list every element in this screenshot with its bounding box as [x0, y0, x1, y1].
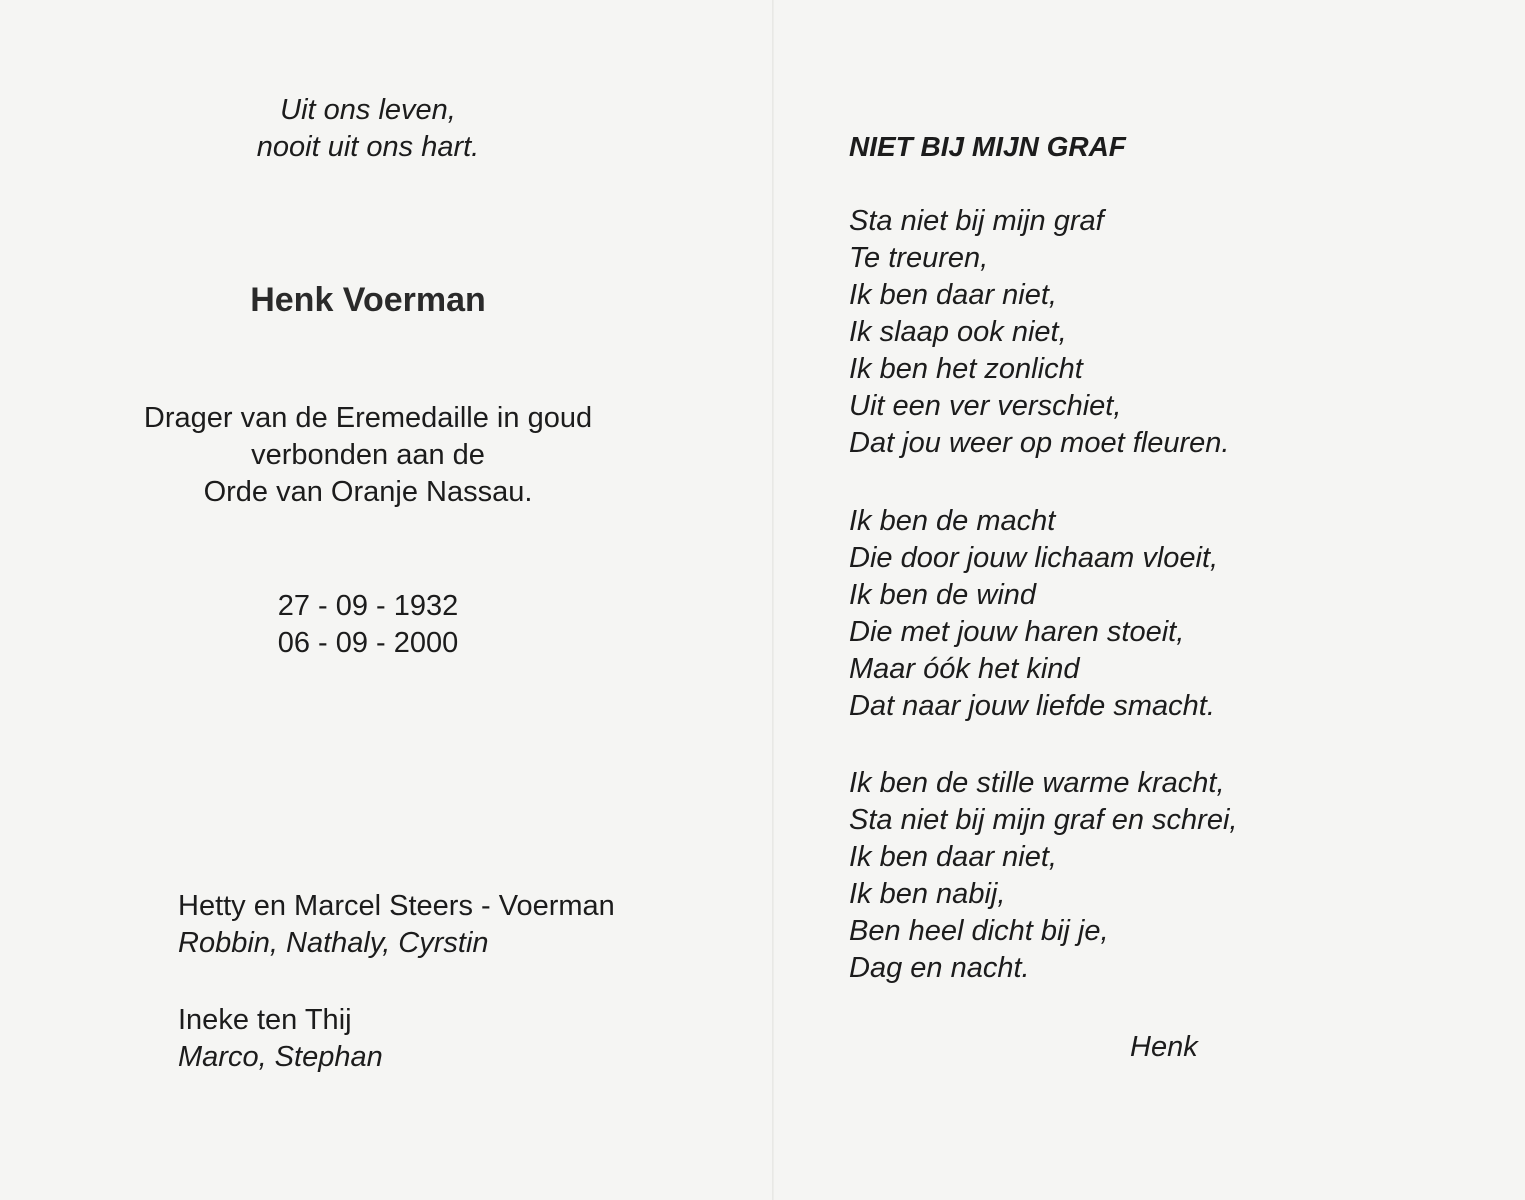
poem-line: Ik ben de wind: [849, 579, 1037, 611]
poem-line: Ik ben de macht: [849, 505, 1056, 537]
distinction: [68, 400, 668, 511]
motto-line: nooit uit ons hart.: [256, 131, 480, 163]
poem-line: Ben heel dicht bij je,: [849, 915, 1109, 947]
poem-line: Dat naar jouw liefde smacht.: [849, 690, 1215, 722]
poem-line: Uit een ver verschiet,: [849, 390, 1122, 422]
poem-line: Ik ben de stille warme kracht,: [849, 767, 1225, 799]
family-children: Robbin, Nathaly, Cyrstin: [178, 927, 489, 959]
poem-line: Die met jouw haren stoeit,: [849, 616, 1185, 648]
death-date: 06 - 09 - 2000: [277, 627, 459, 659]
poem-line: Ik ben daar niet,: [849, 841, 1057, 873]
family-group: [178, 1002, 383, 1076]
right-panel: [774, 0, 1525, 1200]
family-children: Marco, Stephan: [178, 1041, 383, 1073]
poem-line: Ik ben nabij,: [849, 878, 1006, 910]
poem-line: Maar óók het kind: [849, 653, 1080, 685]
family-parents: Hetty en Marcel Steers - Voerman: [178, 890, 615, 922]
poem-signature: Henk: [1130, 1031, 1198, 1063]
poem-line: Sta niet bij mijn graf en schrei,: [849, 804, 1238, 836]
family-parents: Ineke ten Thij: [178, 1004, 352, 1036]
motto: [168, 92, 568, 166]
poem-line: Ik ben daar niet,: [849, 279, 1057, 311]
motto-line: Uit ons leven,: [280, 94, 456, 126]
poem-stanza: [849, 203, 1229, 462]
poem-line: Dat jou weer op moet fleuren.: [849, 427, 1230, 459]
poem-stanza: [849, 765, 1237, 987]
poem-line: Dag en nacht.: [849, 952, 1030, 984]
poem-title: NIET BIJ MIJN GRAF: [849, 131, 1126, 162]
poem-line: Ik ben het zonlicht: [849, 353, 1083, 385]
life-dates: [168, 588, 568, 662]
birth-date: 27 - 09 - 1932: [277, 590, 459, 622]
deceased-name: Henk Voerman: [250, 281, 486, 319]
distinction-line: verbonden aan de: [251, 439, 485, 471]
poem-line: Te treuren,: [849, 242, 989, 274]
distinction-line: Orde van Oranje Nassau.: [203, 476, 533, 508]
poem-stanza: [849, 503, 1218, 725]
distinction-line: Drager van de Eremedaille in goud: [143, 402, 593, 434]
family-group: [178, 888, 615, 962]
poem-line: Ik slaap ook niet,: [849, 316, 1067, 348]
poem-line: Die door jouw lichaam vloeit,: [849, 542, 1219, 574]
poem-line: Sta niet bij mijn graf: [849, 205, 1104, 237]
